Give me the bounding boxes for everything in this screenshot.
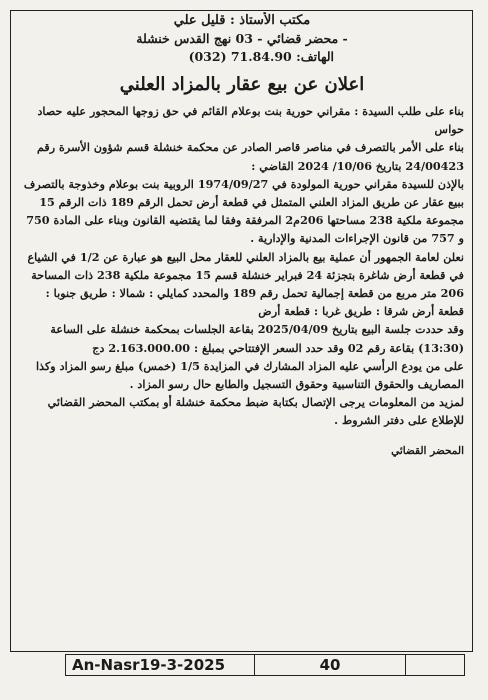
paragraph-authorization: بالإذن للسيدة مقراني حورية المولودة في 1974/09/27 الروبية بنت بوعلام وخذوجة بالتصرف ببيع عقار عن طريق المزاد العلني المتمثل في قطعة أرض تحمل الرقم 189 ذات الرقم 15 مجموعة ملكية 238 مساحتها 206م2 المرفقة وفقا لما يقتضيه القانون وبناء على المادة 750 و 757 من قانون الإجراءات المدنية والإدارية . [23, 176, 464, 246]
office-name: مكتب الأستاذ : قليل علي [173, 13, 311, 28]
page-footer [65, 654, 465, 676]
paragraph-property-description: نعلن لعامة الجمهور أن عملية بيع بالمزاد العلني للعقار محل البيع هو عبارة عن 1/2 في الشياع في قطعة أرض شاغرة بتجزئة 24 فبراير خنشلة قسم 15 مجموعة ملكية 238 ذات المساحة 206 متر مربع من قطعة إجمالية تحمل رقم 189 والمحدد كمايلي : شمالا : طريق جنوبا : قطعة أرض شرقا : طريق غربا : قطعة أرض [27, 249, 464, 319]
paragraph-contact: لمزيد من المعلومات يرجى الإتصال بكتابة ضبط محكمة خنشلة أو بمكتب المحضر القضائي للإطلاع على دفتر الشروط . [47, 395, 464, 428]
notice-title: اعلان عن بيع عقار بالمزاد العلني [119, 74, 365, 95]
paragraph-court-order: بناء على الأمر بالتصرف في مناصر قاصر الصادر عن محكمة خنشلة قسم شؤون الأسرة رقم 24/00423 بتاريخ 10/06/ 2024 القاضي : [36, 140, 464, 173]
newspaper-name: An-Nasr19-3-2025 [72, 656, 226, 674]
notice-content [20, 12, 464, 642]
office-address: - محضر قضائي - 03 نهج القدس خنشلة [136, 31, 348, 46]
paragraph-deposit: على من يودع الرأسي عليه المزاد المشارك في المزايدة 1/5 (خمس) مبلغ رسو المزاد وكذا المصاريف والحقوق التناسبية وحقوق التسجيل والطابع حال رسو المزاد . [35, 358, 464, 392]
page-number: 40 [254, 655, 406, 675]
paragraph-request: بناء على طلب السيدة : مقراني حورية بنت بوعلام القائم في حق زوجها المحجور عليه حصاد حواس [37, 104, 464, 137]
signature: المحضر القضائي [391, 444, 464, 457]
office-phone: الهاتف: 71.84.90 (032) [188, 49, 334, 64]
paragraph-session-date: وقد حددت جلسة البيع بتاريخ 2025/04/09 بقاعة الجلسات بمحكمة خنشلة على الساعة (13:30) بقاعة رقم 02 وقد حدد السعر الإفتتاحي بمبلغ : 2.163.000.00 دج [50, 322, 464, 355]
